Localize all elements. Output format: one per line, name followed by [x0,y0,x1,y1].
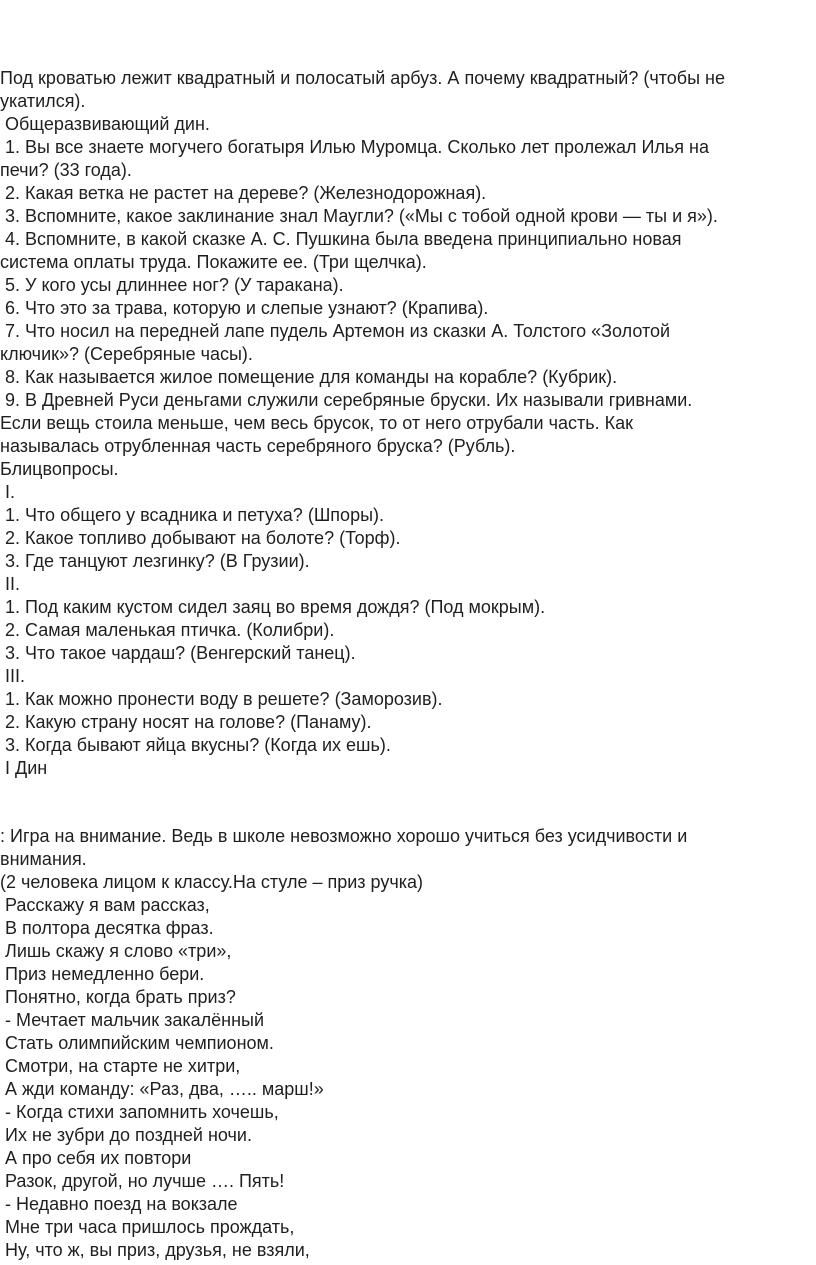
question-line: Если вещь стоила меньше, чем весь брусок, то от него отрубали часть. Как [0,413,633,433]
question-line: 3. Когда бывают яйца вкусны? (Когда их ешь). [0,735,391,755]
question-line: 1. Под каким кустом сидел заяц во время дождя? (Под мокрым). [0,597,546,617]
poem-line: Их не зубри до поздней ночи. [0,1125,252,1145]
question-line: 6. Что это за трава, которую и слепые узнают? (Крапива). [0,298,489,318]
poem-line: Стать олимпийским чемпионом. [0,1033,274,1053]
poem-line: Приз немедленно бери. [0,964,205,984]
question-line: печи? (33 года). [0,160,132,180]
poem-line: В полтора десятка фраз. [0,918,214,938]
question-line: 2. Самая маленькая птичка. (Колибри). [0,620,335,640]
poem-line: Мне три часа пришлось прождать, [0,1217,295,1237]
attention-game-section [0,825,816,1262]
round-label: II. [0,574,21,594]
round-label: I. [0,482,16,502]
question-line: 3. Что такое чардаш? (Венгерский танец). [0,643,356,663]
question-line: 9. В Древней Руси деньгами служили серебряные бруски. Их называли гривнами. [0,390,693,410]
poem-line: - Мечтает мальчик закалённый [0,1010,264,1030]
question-line: 4. Вспомните, в какой сказке А. С. Пушкина была введена принципиально новая [0,229,682,249]
poem-line: - Недавно поезд на вокзале [0,1194,238,1214]
round-label: III. [0,666,26,686]
text-line: укатился). [0,91,86,111]
question-line: 1. Как можно пронести воду в решете? (Заморозив). [0,689,443,709]
question-line: 2. Какое топливо добывают на болоте? (Торф). [0,528,401,548]
poem-line: А жди команду: «Раз, два, ….. марш!» [0,1079,324,1099]
section-heading: Общеразвивающий дин. [0,114,210,134]
question-line: 2. Какую страну носят на голове? (Панаму). [0,712,372,732]
question-line: система оплаты труда. Покажите ее. (Три щелчка). [0,252,427,272]
question-line: 3. Вспомните, какое заклинание знал Маугли? («Мы с тобой одной крови — ты и я»). [0,206,718,226]
poem-line: Понятно, когда брать приз? [0,987,236,1007]
text-line: внимания. [0,849,87,869]
question-line: 3. Где танцуют лезгинку? (В Грузии). [0,551,310,571]
question-line: 7. Что носил на передней лапе пудель Артемон из сказки А. Толстого «Золотой [0,321,671,341]
quiz-section [0,67,816,780]
poem-line: - Когда стихи запомнить хочешь, [0,1102,279,1122]
poem-line: Разок, другой, но лучше …. Пять! [0,1171,285,1191]
question-line: 2. Какая ветка не растет на дереве? (Железнодорожная). [0,183,487,203]
poem-line: Смотри, на старте не хитри, [0,1056,241,1076]
question-line: 1. Что общего у всадника и петуха? (Шпоры). [0,505,385,525]
section-heading: Блицвопросы. [0,459,119,479]
poem-line: А про себя их повтори [0,1148,192,1168]
text-line: (2 человека лицом к классу.На стуле – приз ручка) [0,872,423,892]
question-line: называлась отрубленная часть серебряного бруска? (Рубль). [0,436,516,456]
text-line: Под кроватью лежит квадратный и полосатый арбуз. А почему квадратный? (чтобы не [0,68,725,88]
section-heading: I Дин [0,758,48,778]
poem-line: Лишь скажу я слово «три», [0,941,232,961]
question-line: 5. У кого усы длиннее ног? (У таракана). [0,275,344,295]
question-line: 1. Вы все знаете могучего богатыря Илью Муромца. Сколько лет пролежал Илья на [0,137,709,157]
question-line: ключик»? (Серебряные часы). [0,344,253,364]
text-line: : Игра на внимание. Ведь в школе невозможно хорошо учиться без усидчивости и [0,826,688,846]
poem-line: Ну, что ж, вы приз, друзья, не взяли, [0,1240,310,1260]
poem-line: Расскажу я вам рассказ, [0,895,210,915]
question-line: 8. Как называется жилое помещение для команды на корабле? (Кубрик). [0,367,618,387]
